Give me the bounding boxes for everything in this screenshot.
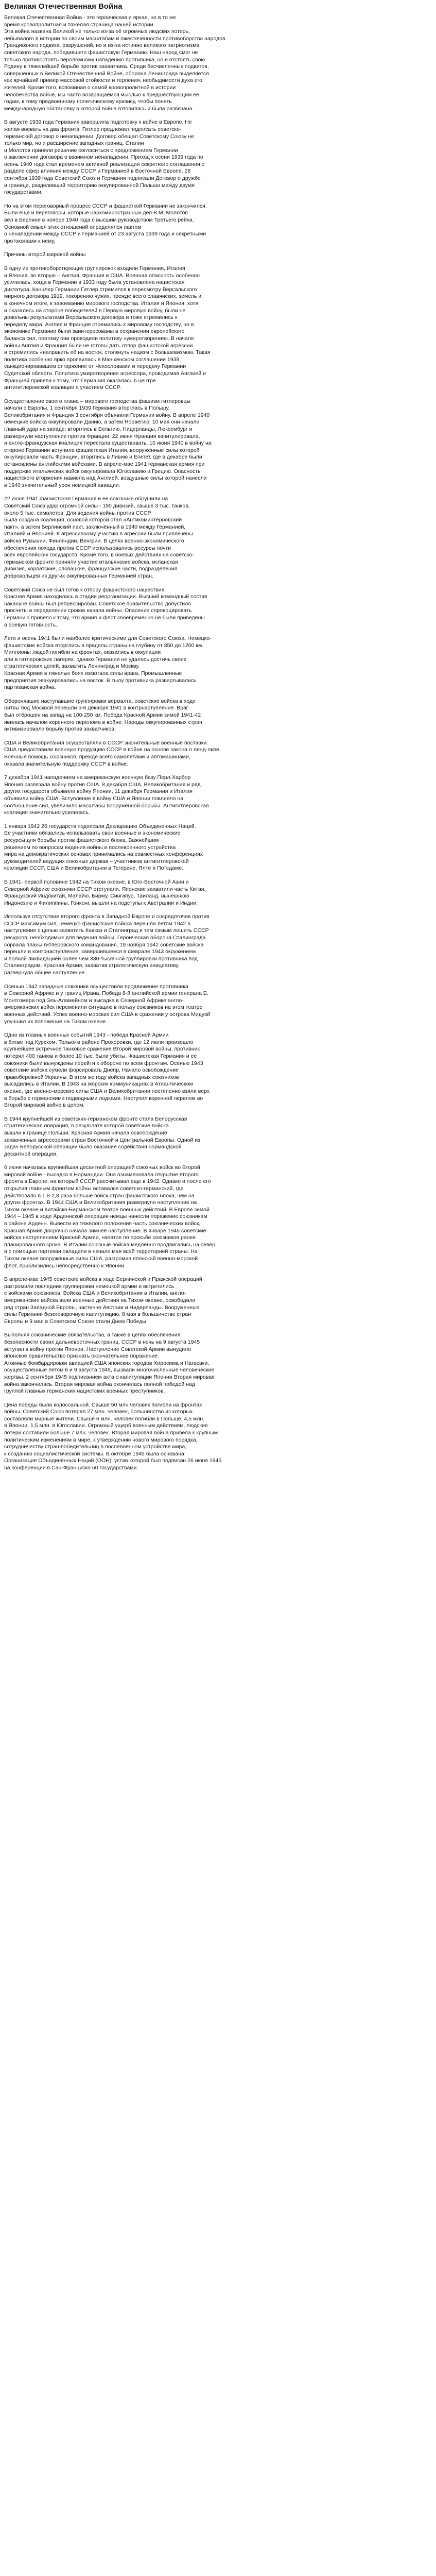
article-paragraph: Но на этом переговорный процесс СССР и фашисткой Германии не закончился. Были ещё и переговоры, которые наркоминостранных дел В.М. Молотов вёл в Берлине в ноябре 1940 года с высшим руководством Третьего рейха. Основной смысл этих отношений определялся пактом о ненападении между СССР и Германией от 23 августа 1939 года и секретными протоколами к нему. bbox=[4, 202, 207, 244]
article-paragraph: Причины второй мировой войны bbox=[4, 251, 86, 258]
article-body bbox=[4, 14, 433, 1472]
article-paragraph: 6 июня началась крупнейшая десантной операцией союзных войск во Второй мировой войне - высадка в Нормандии. Она ознаменовала открытие второго фронта в Европе, на который СССР рассчитывал еще в 1942. Однако и после его открытия главным фронтом войны оставался советско-германский, где действовало в 1,8-2,8 раза больше войск стран фашистского блока, чем на других фронтах. В 1944 США и Великобритания развернули наступление на Тихом океане и Китайско-Бирманском театре военных действий. В Европе зимой 1944 – 1945 в ходе Арденнской операции немцы нанесли поражение союзникам в районе Арденн. Вывести из тяжёлого положения часть союзнических войск, Красная Армия досрочно начала зимнее наступление. В январе 1945 советские войска наступлением Красной Армии, начатое по просьбе союзников ранее планированного срока. В Италии союзные войска медленно продвигались на север, и с помощью партизан овладели в начале мая всей территорией страны. На Тихом океане вооружённые силы США, разгромив японский военно-морской флот, приблизились непосредственно к Японии. bbox=[4, 1164, 217, 1269]
article-paragraph: Осуществление своего плана – мирового господства фашизм гитлеровцы начали с Европы. 1 сентября 1939 Германия вторглась в Польшу. Великобритания и Франция 3 сентября объявили Германии войну. В апреле 1940 немецкие войска оккупировали Данию, а затем Норвегию. 10 мая они начали главный удар на западе: вторглись в Бельгию, Нидерланды, Люксембург и развернули наступление против Франции. 22 июня Франция капитулировала, и англо-французская коалиция перестала существовать. 10 июня 1940 в войну на стороне Германии вступила фашистская Италия, вооружённые силы которой оккупировали часть Франции, вторглись в Ливию и Египет, где в декабре были остановлены английскими войсками. В апреле-мае 1941 германская армия при поддержке итальянских войск оккупировала Югославию и Грецию. Опасность нацистского вторжения нависла над Англией, воздушные силы которой нанесли в 1940 значительный урон немецкой авиации. bbox=[4, 398, 212, 488]
article-paragraph: В августе 1939 года Германия завершила подготовку к войне в Европе. Не желая воевать на два фронта, Гитлер предложил подписать советско- германский договор о ненападении. Договор обещал Советскому Союзу не только мир, но и расширение западных границ. Сталин и Молотов приняли решение согласиться с предложением Германии о заключении договора о взаимном ненападении. Приход к осени 1939 года по осень 1940 года стал временем активной реализации секретного соглашения о разделе сфер влияния между СССР и Германией в Восточной Европе. 28 сентября 1939 года Советский Союз и Германия подписали Договор о дружбе и границе, разделивший территорию оккупированной Польши между двумя государствами. bbox=[4, 119, 205, 196]
article-paragraph: В 1941- первой половине 1942 на Тихом океане, в Юго-Восточной Азии и Северной Африке союзники СССР отступали. Японские захватили часть Китая, Французский Индокитай, Малайю, Бирму, Сингапур, Таиланд, нынешнюю Индонезию и Филиппины, Гонконг, вышли на подступы к Австралии и Индии. bbox=[4, 878, 206, 906]
article-paragraph: Оборонявшие наступавшие группировки вермахта, советские войска в ходе битвы под Москвой перешли 5-6 декабря 1941 в контрнаступление. Враг был отброшен на запад на 100-250 км. Победа Красной Армии зимой 1941-42 явилась началом коренного перелома в войне. Народы оккупированных стран активизировали борьбу против захватчиков. bbox=[4, 698, 202, 733]
article-paragraph: 22 июня 1941 фашистская Германия и ее союзники обрушили на Советский Союз удар огромной силы - 190 дивизий, свыше 3 тыс. танков, около 5 тыс. самолетов. Для ведения войны против СССР была создана коалиция, основой которой стал «Антикоминтерновский пакт», а затем Берлинский пакт, заключённый в 1940 между Германией, Италией и Японией. К агрессивному участию в агрессии были привлечены войска Румынии, Финляндии, Венгрии. В целях военно-экономического обеспечения похода против СССР использовались ресурсы почти всех европейских государств. Кроме того, в боевых действиях на советско- германском фронте приняли участие итальянские войска, испанская дивизия, хорватские, словацкие, французские части, подразделения добровольцев из других оккупированных Германией стран. bbox=[4, 496, 194, 579]
article-paragraph: США и Великобритания осуществляли в СССР значительные военные поставки. США предоставили военную продукцию СССР в войне на основе закона о ленд-лизе. Военные помощь союзников, прежде всего самолётами и автомашинами, оказала значительную поддержку СССР в войне. bbox=[4, 739, 221, 767]
article-paragraph: Используя отсутствие второго фронта в Западной Европе и сосредоточив против СССР максимум сил, немецко-фашистские войска перешли летом 1942 в наступление с целью захватить Кавказ и Сталинград и тем самым лишить СССР ресурсов, необходимых для ведения войны. Героическая оборона Сталинграда сорвала планы гитлеровского командования. 19 ноября 1942 советские войска перешли в контрнаступление, завершившееся в феврале 1943 окружением и полной ликвидацией более чем 330-тысячной группировки противника под Сталинградом. Красная Армия, захватив стратегическую инициативу, развернула общее наступление. bbox=[4, 913, 210, 976]
article-paragraph: Выполняя союзнические обязательства, а также в целях обеспечения безопасности своих дальневосточных границ, СССР в ночь на 9 августа 1945 вступил в войну против Японии. Наступление Советской Армии вынудило японское правительство признать окончательное поражение. Атомные бомбардировки авиацией США японских городов Хиросима и Нагасаки, осуществлённые летом 6 и 9 августа 1945, вызвали многочисленные человеческие жертвы. 2 сентября 1945 подписанием акта о капитуляции Японии Вторая мировая война закончилась. Вторая мировая война окончилась полной победой над группой главных германских нацистских военных преступников. bbox=[4, 1332, 215, 1395]
article-paragraph: Великая Отечественная Война - это героическая и яркая, но в то же время кровопролитная и тяжёлая страница нашей истории. Эта война названа Великой не только из-за её огромных людских потерь, небывалого в истории по своим масштабам и ожесточённости противоборства народов. Грандиозного подвига, разрушений, но и из-за истинно великого патриотизма советского народа, победившего фашистскую Германию. Наш народ смог не только противостоять вероломному нападению противника, но и отстоять свою Родину в тяжелейшей борьбе против захватчика. Среди бесчисленных подвигов, совершённых в Великой Отечественной Войне, оборона Ленинграда выделяется как ярчайший пример массовой стойкости и терпения, необыдимости духа его жителей. Кроме того, вспоминая о самой кровопролитной в истории человечества войне, мы часто возвращаемся мыслью к предшествующим её годам, к тому предвоенному политическому кризису, чтобы понять международную обстановку в которой война готовилась и была развязана. bbox=[4, 14, 227, 112]
article-paragraph: Лето и осень 1941 были наиболее критическими для Советского Союза. Немецко- фашистские войска вторглись в пределы страны на глубину от 850 до 1200 км. Миллионы людей погибли на фронтах, оказались в оккупации или в гитлеровских лагерях. однако Германии не удалось достичь своих стратегических целей, захватить Ленинград и Москву. Красная Армия в тяжелых боях измотала силы врага. Промышленные предприятия эвакуировались на восток. В тылу противника развертывались партизанская война. bbox=[4, 635, 212, 691]
article-paragraph: Советский Союз не был готов к отпору фашистского нашествия. Красная Армия находилась в стадии реорганизации. Высший командный состав накануне войны был репрессирован. Советское правительство допустило просчеты в определении сроков начала войны. Опасение спровоцировать Германию привело к тому, что армия и флот своевременно не были приведены в боевую готовность. bbox=[4, 586, 207, 628]
article-paragraph: В одну из противоборствующих группировок входили Германия, Италия и Япония, во вторую – Англия, Франция и США. Военная опасность особенно усилилась, когда в Германии в 1933 году была установлена нацистская диктатура. Канцлер Германии Гитлер стремился к пересмотру Версальского мирного договора 1919, покорению чужих, прежде всего славянских, земель и, в конечном итоге, к завоеванию мирового господства. Италия и Япония, хотя и оказались на стороне победителей в Первую мировую войну, были не довольны результатами Версальского договора и тоже стремились к переделу мира. Англия и Франция стремились к мировому господству, но в экономике Германии были заинтересованы в сохранении европейского баланса сил, поэтому они проводили политику «умиротворения». В начале войны Англия и Франция были не готовы дать отпор фашистской агрессии и стремились «направить её на восток, столкнуть нацизм с большевизмом. Такая политика особенно ярко проявилась в Мюнхенском соглашении 1938, санкционировавшем отторжение от Чехословакии и передачу Германии Судетской области. Политика умиротворения агрессора, проводимая Англией и Францией привела к тому, что Германия оказалась в центре антигитлеровской коалиции с участием СССР. bbox=[4, 265, 211, 391]
article-paragraph: В апреле-мае 1945 советские войска в ходе Берлинской и Пражской операций разгромили последние группировки немецкой армии и встретились с войсками союзников. Войска США и Великобритании в Италии, англо- американские войска вели военные действия на Тихом океане, освободили ряд стран Западной Европы, частично Австрии и Нидерланды. Вооруженные силы Германии безоговорочную капитуляцию. 8 мая в большинстве стран Европы и 9 мая в Советском Союзе стали Днем Победы. bbox=[4, 1276, 202, 1325]
article-paragraph: Цена победы была колоссальной. Свыше 50 млн человек погибли на фронтах войны. Советский Союз потерял 27 млн. человек, большинство из которых составляли мирные жители. Свыше 6 млн. человек погибли в Польше, 4,5 млн. в Японии, 1,5 млн. в Югославии. Огромный ущерб военным действиям, людские потери составили больше 7 млн. человек. Вторая мировая война привела к крупным политическим изменениям в мире, к утверждению нового мирового порядка, сотрудничеству стран-победительниц в послевоенном устройстве мира, к созданию социалистической системы. В октябре 1945 была основана Организация Объединённых Наций (ООН), устав которой был подписан 26 июня 1945 на конференции в Сан-Франциско 50 государствами. bbox=[4, 1401, 222, 1471]
article-paragraph: 1 января 1942 26 государств подписали Декларацию Объединенных Наций. Ее участники обязались использовать свои военные и экономические ресурсы для борьбы против фашистского блока. Важнейшим решением по вопросам ведения войны и послевоенного устройства мира на демократических основах принимались на совместных конференциях руководителей ведущих союзных держав – участников антигитлеровской коалиции СССР, США и Великобритании в Тегеране, Ялте и Потсдаме. bbox=[4, 823, 203, 872]
page-title: Великая Отечественная Война bbox=[4, 2, 123, 11]
article-paragraph: Осенью 1942 западные союзники осуществили продвижение противника в Северной Африке и у границ Ирана. Победа 8-й английской армии генерала Б. Монтгомери под Эль-Аламейном и высадка в Северной Африке англо- американских войск переменили ситуацию в пользу союзников на этом театре военных действий. Успех военно-морских сил США в сражении у острова Мидуэй улучшил их положение на Тихом океане. bbox=[4, 983, 211, 1025]
article-paragraph: В 1944 крупнейшей из советских-германском фронте стала Белорусская стратегическая операция, в результате которой советские войска вышли к границе Польши. Красная Армия начала освобождение захваченных агрессорами стран Восточной и Центральной Европы. Одной из задач Белорусской операции было оказание содействия нормандской десантной операции. bbox=[4, 1115, 201, 1157]
article-paragraph: Одно из главных военных событий 1943 - победа Красной Армии в битве под Курском. Только в районе Прохоровки, где 12 июля произошло крупнейшее встречное танковое сражение Второй мировой войны, противник потерял 400 танков и более 10 тыс. были убиты. Фашистская Германия и ее союзники были вынуждены перейти к обороне по всем фронтам. Осенью 1943 советские войска сумели форсировать Днепр, Начало освобождение правобережной Украины. В этом же году войска западных союзников высадились в Италии. В 1943 на морских коммуникациях в Атлантическом океане, где военно-морские силы США и Великобритании постепенно взяли верх в борьбе с германскими подводными лодками. Наступил коренной перелом во Второй мировой войне в целом. bbox=[4, 1032, 210, 1109]
article-paragraph: 7 декабря 1941 нападением на американскую военную базу Перл-Харбор Япония развязала войну против США. 8 декабря США, Великобритания и ряд других государств объявили войну Японии, 11 декабря Германия и Италия объявили войну США. Вступление в войну США и Японии повлияло на соотношение сил, увеличило масштабы вооружённой борьбы. Антигитлеровская коалиция значительно усилилась. bbox=[4, 774, 209, 816]
